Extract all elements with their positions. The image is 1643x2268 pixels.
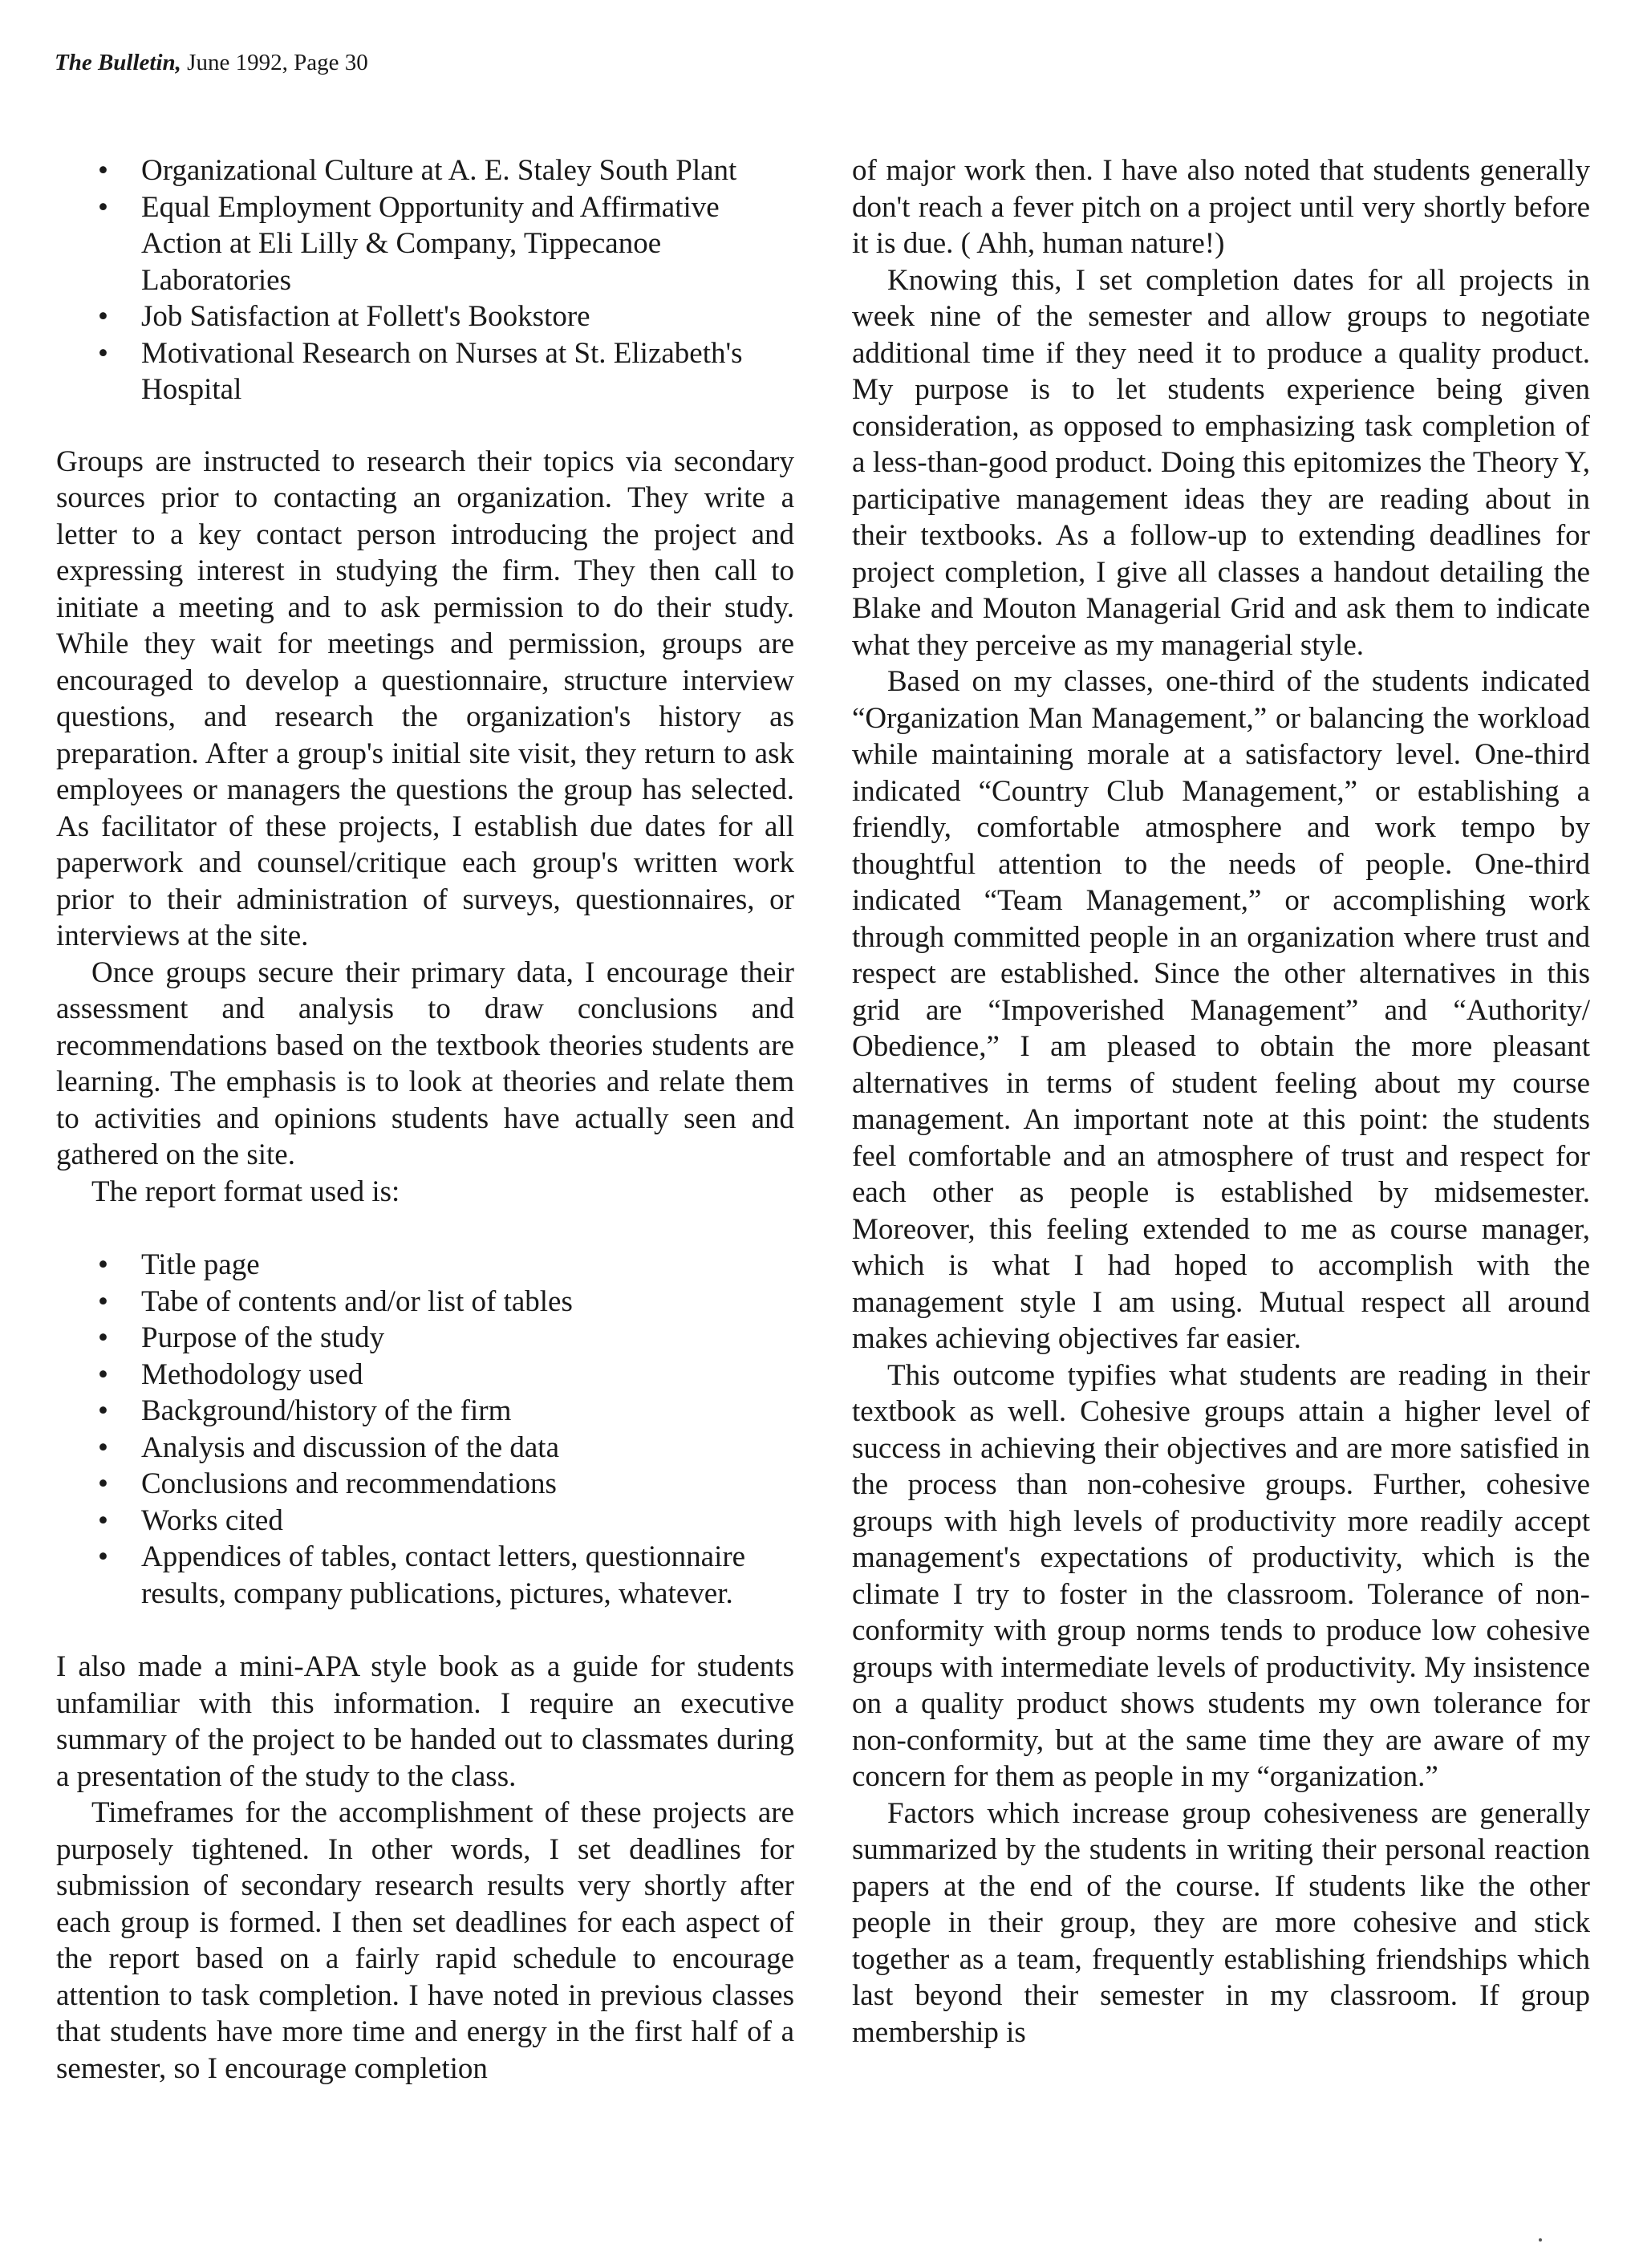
list-item: • Background/history of the firm	[56, 1393, 794, 1430]
publication-title: The Bulletin,	[55, 50, 181, 75]
list-item: • Equal Employment Opportunity and Affirmative Action at Eli Lilly & Company, Tippecanoe Laboratories	[56, 189, 794, 299]
paragraph: The report format used is:	[91, 1175, 400, 1208]
paragraph: Knowing this, I set completion dates for all projects in week nine of the semester and allow groups to negotiate additional time if they need it to produce a quality product. My purpose is to let students experience being given consideration, as opposed to emphasizing task completion of a less-than-good product. Doing this epitomizes the Theory Y, participative management ideas they are reading about in their textbooks. As a follow-up to extending deadlines for project completion, I give all classes a handout detailing the Blake and Mouton Managerial Grid and ask them to indicate what they perceive as my managerial style.	[852, 263, 1590, 662]
paragraph: Timeframes for the accomplishment of these projects are purposely tightened. In other words, I set deadlines for submission of secondary research results very shortly after each group is formed. I then set deadlines for each aspect of the report based on a fairly rapid schedule to encourage attention to task completion. I have noted in previous classes that students have more time and energy in the first half of a semester, so I encourage completion	[56, 1796, 794, 2085]
paragraph: Based on my classes, one-third of the students indicated “Organization Man Management,” or balancing the workload while maintaining morale at a satisfactory level. One-third indicated “Country Club Management,” or establishing a friendly, comfortable atmosphere and work tempo by thoughtful attention to the needs of people. One-third indicated “Team Management,” or accomplishing work through committed people in an organization where trust and respect are established. Since the other alternatives in this grid are “Impoverished Management” and “Authority/ Obedience,” I am pleased to obtain the more pleasant alternatives in terms of student feeling about my course management. An important note at this point: the students feel comfortable and an atmosphere of trust and respect for each other as people is established by midsemester. Moreover, this feeling extended to me as course manager, which is what I had hoped to accomplish with the management style I am using. Mutual respect all around makes achieving objectives far easier.	[852, 665, 1590, 1355]
spacer	[56, 1612, 794, 1649]
list-item: • Appendices of tables, contact letters, questionnaire results, company publications, pictures, whatever.	[56, 1539, 794, 1612]
scan-speck	[1539, 2238, 1542, 2242]
date-page: June 1992, Page 30	[181, 50, 368, 75]
report-format-list	[56, 1247, 794, 1612]
paragraph: This outcome typifies what students are reading in their textbook as well. Cohesive groups attain a higher level of success in achieving their objectives and are more satisfied in the process than non-cohesive groups. Further, cohesive groups with high levels of productivity more readily accept management's expectations of productivity, which is the climate I try to foster in the classroom. Tolerance of non-conformity with group norms tends to produce low cohesive groups with intermediate levels of productivity. My insistence on a quality product shows students my own tolerance for non-conformity, but at the same time they are aware of my concern for them as people in my “organization.”	[852, 1358, 1590, 1793]
running-header	[55, 48, 368, 77]
list-item: • Purpose of the study	[56, 1320, 794, 1357]
paragraph: of major work then. I have also noted that students generally don't reach a fever pitch on a project until very shortly before it is due. ( Ahh, human nature!)	[852, 154, 1590, 260]
list-item: • Conclusions and recommendations	[56, 1466, 794, 1503]
list-item: • Methodology used	[56, 1357, 794, 1394]
list-item: • Works cited	[56, 1503, 794, 1540]
list-item: • Organizational Culture at A. E. Staley South Plant	[56, 152, 794, 189]
paragraph: Once groups secure their primary data, I encourage their assessment and analysis to draw conclusions and recommendations based on the textbook theories students are learning. The emphasis is to look at theories and relate them to activities and opinions students have actually seen and gathered on the site.	[56, 955, 794, 1171]
list-item: • Motivational Research on Nurses at St. Elizabeth's Hospital	[56, 335, 794, 408]
left-column	[56, 152, 794, 2087]
list-item: • Title page	[56, 1247, 794, 1284]
list-item: • Job Satisfaction at Follett's Bookstore	[56, 298, 794, 335]
paragraph: Groups are instructed to research their topics via secondary sources prior to contacting an organization. They write a letter to a key contact person introducing the project and expressing interest in studying the firm. They then call to initiate a meeting and to ask permission to do their study. While they wait for meetings and permission, groups are encouraged to develop a questionnaire, structure interview questions, and research the organization's history as preparation. After a group's initial site visit, they return to ask employees or managers the questions the group has selected. As facilitator of these projects, I establish due dates for all paperwork and counsel/critique each group's written work prior to their administration of surveys, questionnaires, or interviews at the site.	[56, 444, 794, 952]
list-item: • Tabe of contents and/or list of tables	[56, 1284, 794, 1321]
project-list	[56, 152, 794, 408]
spacer	[56, 408, 794, 444]
spacer	[56, 1210, 794, 1247]
right-column	[852, 152, 1590, 2051]
list-item: • Analysis and discussion of the data	[56, 1430, 794, 1467]
paragraph: I also made a mini-APA style book as a guide for students unfamiliar with this information. I require an executive summary of the project to be handed out to classmates during a presentation of the study to the class.	[56, 1650, 794, 1793]
paragraph: Factors which increase group cohesiveness are generally summarized by the students in writing their personal reaction papers at the end of the course. If students like the other people in their group, they are more cohesive and stick together as a team, frequently establishing friendships which last beyond their semester in my classroom. If group membership is	[852, 1796, 1590, 2049]
